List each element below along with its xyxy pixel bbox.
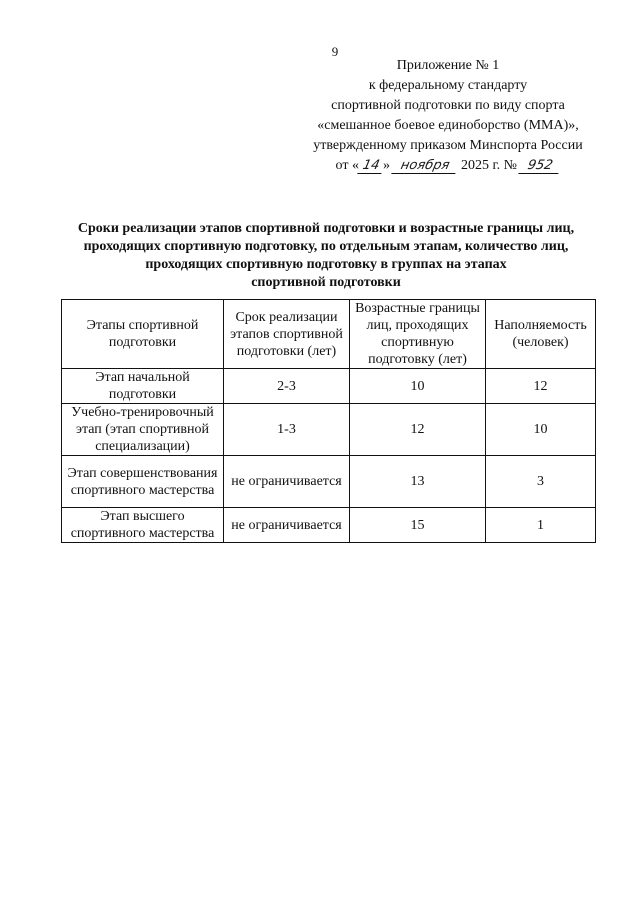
table-cell: 3 bbox=[486, 456, 596, 508]
header-cell: Наполняемость (человек) bbox=[486, 300, 596, 369]
date-year: 2025 г. № bbox=[460, 158, 517, 173]
appendix-line-3: спортивной подготовки по виду спорта bbox=[331, 98, 565, 113]
date-prefix: от « bbox=[335, 158, 359, 173]
table-cell: 12 bbox=[350, 404, 486, 456]
table-row bbox=[62, 456, 596, 508]
table-cell: 2-3 bbox=[224, 369, 350, 404]
table-cell: Этап совершенствования спортивного мастерства bbox=[62, 456, 224, 508]
appendix-line-1: Приложение № 1 bbox=[396, 58, 500, 73]
handwritten-order-number: 952 bbox=[519, 158, 562, 174]
order-date-line bbox=[300, 156, 596, 176]
table-cell: Учебно-тренировочный этап (этап спортивной специализации) bbox=[62, 404, 224, 456]
title-line-4: спортивной подготовки bbox=[251, 275, 401, 290]
handwritten-day: 14 bbox=[357, 158, 384, 174]
table-cell: 15 bbox=[350, 508, 486, 543]
title-line-1: Сроки реализации этапов спортивной подготовки и возрастные границы лиц, bbox=[77, 221, 575, 236]
appendix-line-4: «смешанное боевое единоборство (ММА)», bbox=[317, 118, 579, 133]
page-number: 9 bbox=[331, 44, 339, 59]
document-title bbox=[60, 220, 592, 292]
header-cell: Этапы спортивной подготовки bbox=[62, 300, 224, 369]
table-cell: 1-3 bbox=[224, 404, 350, 456]
title-line-3: проходящих спортивную подготовку в группах на этапах bbox=[145, 257, 507, 272]
table-row bbox=[62, 404, 596, 456]
appendix-line-5: утвержденному приказом Минспорта России bbox=[313, 138, 583, 153]
table-row bbox=[62, 508, 596, 543]
table-header-row bbox=[62, 300, 596, 369]
title-line-2: проходящих спортивную подготовку, по отдельным этапам, количество лиц, bbox=[83, 239, 569, 254]
table-cell: 10 bbox=[350, 369, 486, 404]
table-cell: не ограничивается bbox=[224, 508, 350, 543]
appendix-line-2: к федеральному стандарту bbox=[368, 78, 528, 93]
handwritten-month: ноября bbox=[392, 158, 459, 174]
appendix-block bbox=[300, 56, 596, 176]
table-cell: Этап начальной подготовки bbox=[62, 369, 224, 404]
table-cell: не ограничивается bbox=[224, 456, 350, 508]
header-cell: Возрастные границы лиц, проходящих спортивную подготовку (лет) bbox=[350, 300, 486, 369]
table-cell: 1 bbox=[486, 508, 596, 543]
table-cell: 10 bbox=[486, 404, 596, 456]
table-cell: Этап высшего спортивного мастерства bbox=[62, 508, 224, 543]
table-row bbox=[62, 369, 596, 404]
table-cell: 13 bbox=[350, 456, 486, 508]
stages-table bbox=[61, 299, 596, 543]
date-mid: » bbox=[382, 158, 390, 173]
header-cell: Срок реализации этапов спортивной подготовки (лет) bbox=[224, 300, 350, 369]
table-cell: 12 bbox=[486, 369, 596, 404]
